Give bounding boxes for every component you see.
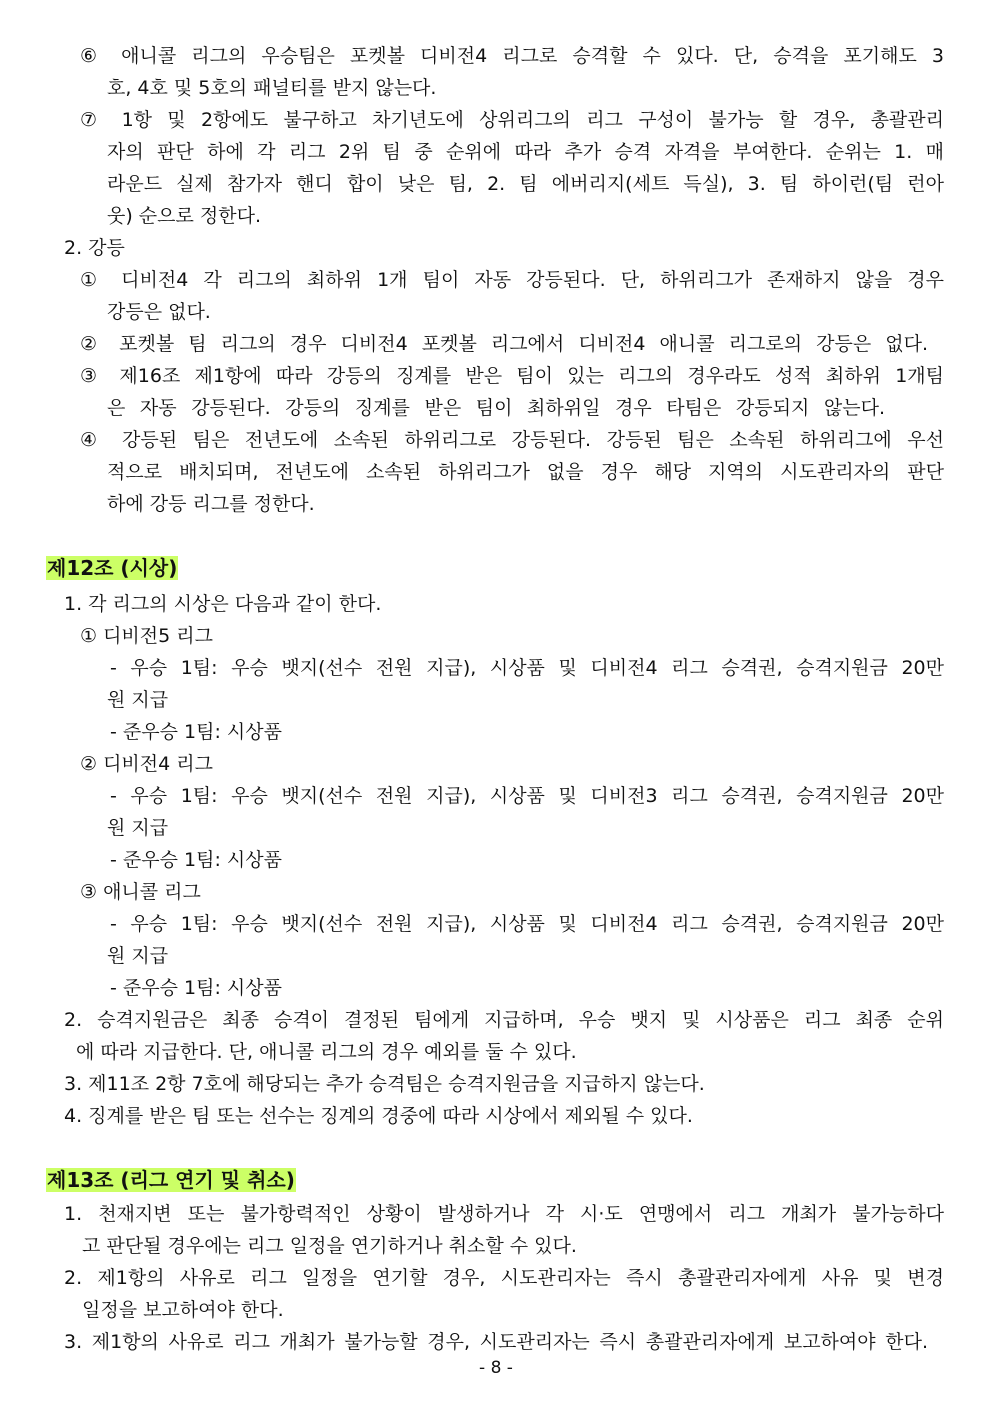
promotion-item-7-cont3: 웃) 순으로 정한다. xyxy=(107,205,262,227)
relegation-item-1: ① 디비전4 각 리그의 최하위 1개 팀이 자동 강등된다. 단, 하위리그가 존재하지 않을 경우 xyxy=(80,269,944,291)
postpone-item-2: 2. 제1항의 사유로 리그 일정을 연기할 경우, 시도관리자는 즉시 총괄관리자에게 사유 및 변경 xyxy=(64,1267,944,1289)
award-anycall-winner: - 우승 1팀: 우승 뱃지(선수 전원 지급), 시상품 및 디비전4 리그 승격권, 승격지원금 20만 xyxy=(110,913,944,935)
award-division4-winner-cont: 원 지급 xyxy=(107,817,169,839)
award-division5-title: ① 디비전5 리그 xyxy=(80,625,213,647)
promotion-item-7: ⑦ 1항 및 2항에도 불구하고 차기년도에 상위리그의 리그 구성이 불가능 할 경우, 총괄관리 xyxy=(80,109,944,131)
award-division4-runnerup: - 준우승 1팀: 시상품 xyxy=(110,849,282,871)
relegation-item-3: ③ 제16조 제1항에 따라 강등의 징계를 받은 팀이 있는 리그의 경우라도 성적 최하위 1개팀 xyxy=(80,365,944,387)
promotion-item-6: ⑥ 애니콜 리그의 우승팀은 포켓볼 디비전4 리그로 승격할 수 있다. 단, 승격을 포기해도 3 xyxy=(80,45,944,67)
postpone-item-1-cont: 고 판단될 경우에는 리그 일정을 연기하거나 취소할 수 있다. xyxy=(82,1235,577,1257)
award-item-4: 4. 징계를 받은 팀 또는 선수는 징계의 경중에 따라 시상에서 제외될 수 있다. xyxy=(64,1105,693,1127)
relegation-item-2: ② 포켓볼 팀 리그의 경우 디비전4 포켓볼 리그에서 디비전4 애니콜 리그로의 강등은 없다. xyxy=(80,333,928,355)
award-division5-runnerup: - 준우승 1팀: 시상품 xyxy=(110,721,282,743)
promotion-item-7-cont1: 자의 판단 하에 각 리그 2위 팀 중 순위에 따라 추가 승격 자격을 부여한다. 순위는 1. 매 xyxy=(107,141,944,163)
article-12-heading xyxy=(46,553,178,583)
award-division4-title: ② 디비전4 리그 xyxy=(80,753,213,775)
relegation-item-4-cont1: 적으로 배치되며, 전년도에 소속된 하위리그가 없을 경우 해당 지역의 시도관리자의 판단 xyxy=(107,461,944,483)
article-13-heading xyxy=(46,1165,296,1195)
award-item-2: 2. 승격지원금은 최종 승격이 결정된 팀에게 지급하며, 우승 뱃지 및 시상품은 리그 최종 순위 xyxy=(64,1009,944,1031)
article-13-heading-text: 제13조 (리그 연기 및 취소) xyxy=(47,1168,295,1192)
postpone-item-2-cont: 일정을 보고하여야 한다. xyxy=(82,1299,284,1321)
postpone-item-3: 3. 제1항의 사유로 리그 개최가 불가능할 경우, 시도관리자는 즉시 총괄관리자에게 보고하여야 한다. xyxy=(64,1331,928,1353)
relegation-item-4: ④ 강등된 팀은 전년도에 소속된 하위리그로 강등된다. 강등된 팀은 소속된 하위리그에 우선 xyxy=(80,429,944,451)
promotion-item-6-cont: 호, 4호 및 5호의 패널티를 받지 않는다. xyxy=(107,77,437,99)
relegation-title: 2. 강등 xyxy=(64,237,125,259)
relegation-item-1-cont: 강등은 없다. xyxy=(107,301,211,323)
award-anycall-runnerup: - 준우승 1팀: 시상품 xyxy=(110,977,282,999)
postpone-item-1: 1. 천재지변 또는 불가항력적인 상황이 발생하거나 각 시·도 연맹에서 리그 개최가 불가능하다 xyxy=(64,1203,944,1225)
article-12-heading-text: 제12조 (시상) xyxy=(47,556,178,580)
award-item-1: 1. 각 리그의 시상은 다음과 같이 한다. xyxy=(64,593,382,615)
award-division5-winner: - 우승 1팀: 우승 뱃지(선수 전원 지급), 시상품 및 디비전4 리그 승격권, 승격지원금 20만 xyxy=(110,657,944,679)
award-division4-winner: - 우승 1팀: 우승 뱃지(선수 전원 지급), 시상품 및 디비전3 리그 승격권, 승격지원금 20만 xyxy=(110,785,944,807)
relegation-item-3-cont: 은 자동 강등된다. 강등의 징계를 받은 팀이 최하위일 경우 타팀은 강등되지 않는다. xyxy=(107,397,885,419)
page-number: - 8 - xyxy=(479,1358,513,1378)
award-anycall-winner-cont: 원 지급 xyxy=(107,945,169,967)
award-item-2-cont: 에 따라 지급한다. 단, 애니콜 리그의 경우 예외를 둘 수 있다. xyxy=(76,1041,577,1063)
promotion-item-7-cont2: 라운드 실제 참가자 핸디 합이 낮은 팀, 2. 팀 에버리지(세트 득실), 3. 팀 하이런(팀 런아 xyxy=(107,173,944,195)
award-item-3: 3. 제11조 2항 7호에 해당되는 추가 승격팀은 승격지원금을 지급하지 않는다. xyxy=(64,1073,705,1095)
award-division5-winner-cont: 원 지급 xyxy=(107,689,169,711)
relegation-item-4-cont2: 하에 강등 리그를 정한다. xyxy=(107,493,315,515)
award-anycall-title: ③ 애니콜 리그 xyxy=(80,881,201,903)
